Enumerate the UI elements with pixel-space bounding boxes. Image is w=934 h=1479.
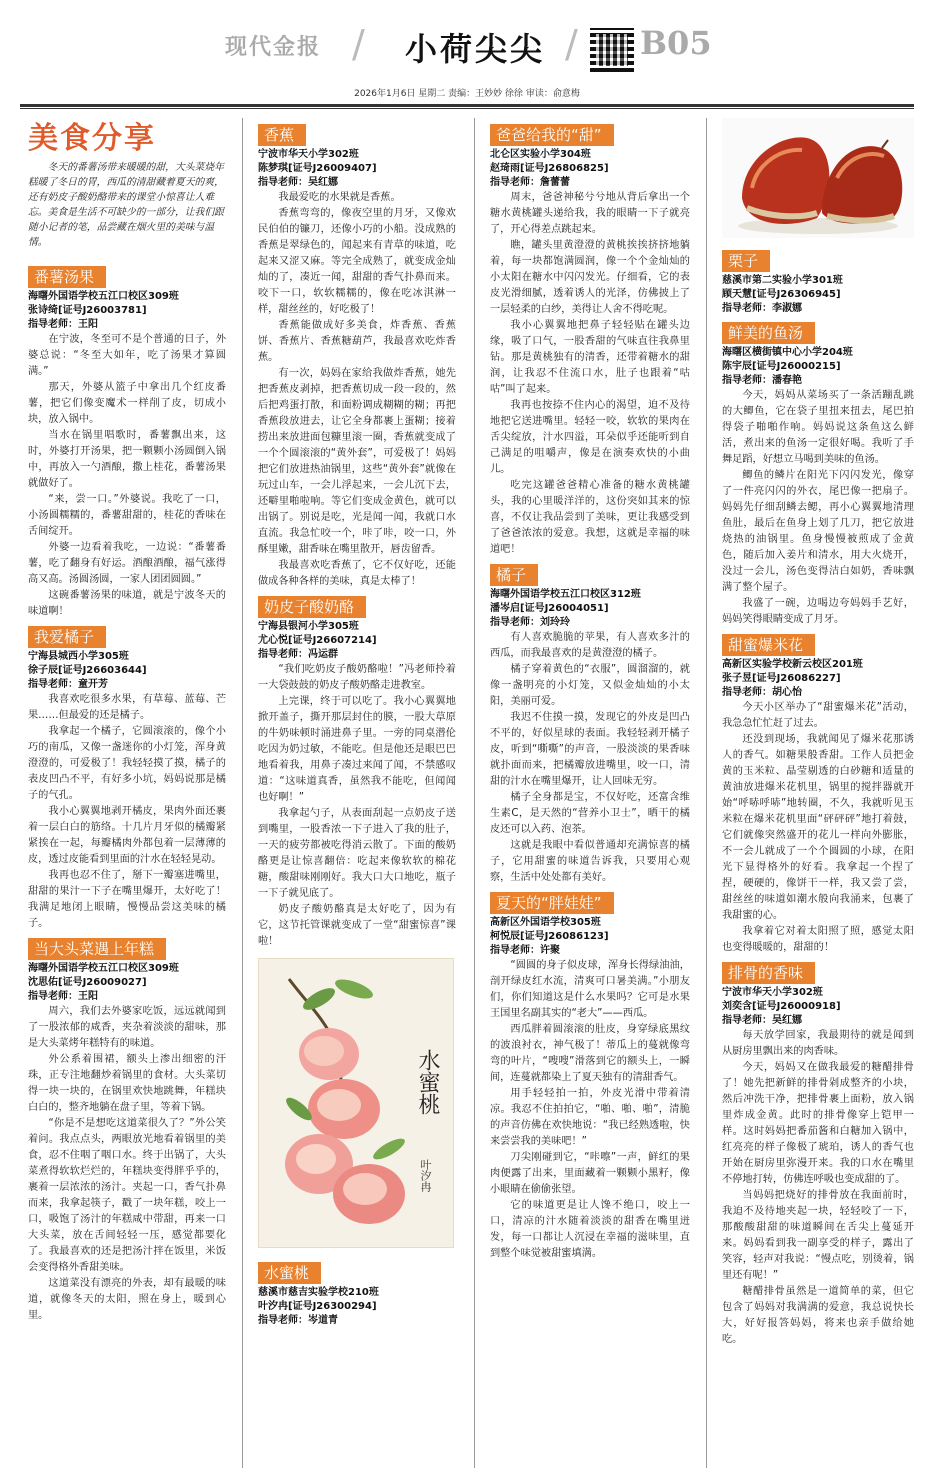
article [722, 956, 914, 1348]
article-paragraph: 瞧，罐头里黄澄澄的黄桃挨挨挤挤地躺着，每一块都饱满圆润，像一个个金灿灿的小太阳在糖水中闪闪发光。仔细看，它的表皮光滑细腻，透着诱人的光泽，仿佛披上了一层轻柔的白纱，美得让人舍不得吃呢。 [490, 240, 690, 315]
masthead-divider: / [352, 22, 365, 66]
article-author: 柯悦辰[证号J26086123] [490, 931, 609, 942]
article [490, 118, 690, 558]
article-title: 番薯汤果 [28, 266, 106, 288]
section-title: 小荷尖尖 [405, 30, 546, 68]
article-teacher: 指导老师：王阳 [28, 991, 98, 1002]
article-paragraph: 今天，妈妈又在做我最爱的糖醋排骨了！她先把新鲜的排骨剁成整齐的小块，然后冲洗干净，把排骨裹上面粉，放入锅里炸成金黄。此时的排骨像穿上铠甲一样。这时妈妈把番茄酱和白糖加入锅中，红亮亮的样子像极了琥珀，诱人的香气也开始在厨房里弥漫开来。我的口水在嘴里不停地打转，仿佛连呼吸也变成甜的了。 [722, 1062, 914, 1185]
article-paragraph: 上完课，终于可以吃了。我小心翼翼地掀开盖子，撕开那层封住的膜，一股大草原的牛奶味顿时涌进鼻子里。一旁的同桌潜伦吃因为奶过敏，不能吃。但是他还是眼巴巴地看着我，用鼻子凑过来闻了闻，不禁感叹道：“这味道真香，虽然我不能吃，但闻闻也好啊！” [258, 696, 456, 803]
article-author: 陈宇辰[证号J26000215] [722, 361, 841, 372]
article-teacher: 指导老师：李淑娜 [722, 303, 802, 314]
article-paragraph: 我拿起勺子，从表面刮起一点奶皮子送到嘴里，一股香浓一下子进入了我的肚子，一天的疲劳都被吃得消云散了。下面的酸奶酪更是让惊喜翻倍：吃起来像软软的棉花糖，酸甜味刚刚好。我大口大口地吃，瓶子一下子就见底了。 [258, 808, 456, 899]
peach-painting [258, 958, 454, 1248]
article-paragraph: 这就是我眼中看似普通却充满惊喜的橘子，它用甜蜜的味道告诉我，只要用心观察，生活中处处都有美好。 [490, 840, 690, 883]
article-paragraph: 这碗番薯汤果的味道，就是宁波冬天的味道啊！ [28, 590, 226, 617]
article [722, 316, 914, 628]
article-school: 海曙外国语学校五江口校区312班 [490, 589, 641, 600]
article-paragraph: 周六，我们去外婆家吃饭，远远就闻到了一股浓郁的咸香，夹杂着淡淡的甜味，那是大头菜烤年糕特有的味道。 [28, 1006, 226, 1049]
article-school: 高新区实验学校新云校区201班 [722, 659, 863, 670]
article [490, 558, 690, 886]
article-author: 叶汐冉[证号J26300294] [258, 1301, 377, 1312]
column-divider [242, 118, 243, 1468]
newspaper-name: 现代金报 [225, 35, 322, 60]
article [28, 932, 226, 1324]
article [490, 886, 690, 1262]
article-paragraph: “圆圆的身子似皮球，浑身长得绿油油，剖开绿皮红水流，清爽可口暑美满。”小朋友们，你们知道这是什么水果吗？它可是水果王国里名副其实的“老大”——西瓜。 [490, 960, 690, 1019]
article-paragraph: 我再也忍不住了，掰下一瓣塞进嘴里，甜甜的果汁一下子在嘴里爆开，太好吃了！我满足地闭上眼睛，慢慢品尝这美味的橘子。 [28, 870, 226, 929]
article-title: 鲜美的鱼汤 [722, 322, 815, 344]
article-teacher: 指导老师：潘春艳 [722, 375, 802, 386]
article-paragraph: 在宁波，冬至可不是个普通的日子，外婆总说：“冬至大如年，吃了汤果才算圆满。” [28, 334, 226, 377]
article-paragraph: 糖醋排骨虽然是一道简单的菜，但它包含了妈妈对我满满的爱意，我总说快长大，好好报答妈妈，将来也亲手做给她吃。 [722, 1286, 914, 1345]
article-author: 陈梦琪[证号J26009407] [258, 163, 377, 174]
page-number: B05 [640, 24, 712, 62]
article-title: 香蕉 [258, 124, 306, 146]
article-paragraph: 我拿起一个橘子，它圆滚滚的，像个小巧的南瓜，又像一盏迷你的小灯笼，浑身黄澄澄的，可爱极了！我轻轻摸了摸，橘子的表皮凹凸不平，有好多小坑，妈妈说那是橘子的气孔。 [28, 726, 226, 801]
article-paragraph: 我盛了一碗，边喝边夸妈妈手艺好，妈妈笑得眼睛变成了月牙。 [722, 598, 914, 625]
article-paragraph: 这道菜没有漂亮的外表，却有最暖的味道，就像冬天的太阳，照在身上，暖到心里。 [28, 1278, 226, 1321]
article-teacher: 指导老师：詹蕾蕾 [490, 177, 570, 188]
article-paragraph: 有一次，妈妈在家给我做炸香蕉，她先把香蕉皮剥掉，把香蕉切成一段一段的，然后把鸡蛋打散，和面粉调成糊糊的糊；再把香蕉段放进去，让它全身都裹上蛋糊；接着捞出来放进面包糠里滚一圈，香蕉就变成了一个个圆滚滚的“黄外套”，可爱极了！妈妈把它们放进热油锅里，这些“黄外套”就像在玩过山车，一会儿浮起来，一会儿沉下去，还噼里啪啦响。等它们变成金黄色，就可以出锅了。别说是吃，光是闻一闻，我就口水直流。我急忙咬一个，咔了咔，咬一口，外酥里嫩，甜香味在嘴里散开，唇齿留香。 [258, 368, 456, 555]
article-paragraph: 刀尖刚碰到它，“咔嚓”一声，鲜红的果肉便露了出来，里面藏着一颗颗小黑籽，像小眼睛在偷偷张望。 [490, 1152, 690, 1195]
article-paragraph: 橘子全身都是宝，不仅好吃，还富含维生素C，是天然的“营养小卫士”，晒干的橘皮还可以入药、泡茶。 [490, 792, 690, 835]
article [28, 620, 226, 932]
article-author: 徐子辰[证号J26603644] [28, 665, 147, 676]
article-teacher: 指导老师：许聚 [490, 945, 560, 956]
article-school: 高新区外国语学校305班 [490, 917, 601, 928]
article-teacher: 指导老师：王阳 [28, 319, 98, 330]
article-title: 我爱橘子 [28, 626, 106, 648]
article-title: 栗子 [722, 250, 770, 272]
article-paragraph: 吃完这罐爸爸精心准备的糖水黄桃罐头，我的心里暖洋洋的，这份突如其来的惊喜，不仅让我品尝到了美味，更让我感受到了爸爸浓浓的爱意。我想，这就是幸福的味道吧！ [490, 480, 690, 555]
feature-title: 美食分享 [28, 121, 156, 156]
article [28, 260, 226, 620]
article-paragraph: “来，尝一口。”外婆说。我吃了一口，小汤圆糯糯的，番薯甜甜的，桂花的香味在舌间绽开。 [28, 494, 226, 537]
article-paragraph: 香蕉弯弯的，像夜空里的月牙，又像欢民伯伯的镰刀，还像小巧的小船。没成熟的香蕉是翠绿色的，闻起来有青草的味道，吃起来又涩又麻。等完全成熟了，就变成金灿灿的了，凑近一闻，甜甜的香气扑鼻而来。咬下一口，软软糯糯的，像在吃冰淇淋一样，甜丝丝的，好吃极了！ [258, 208, 456, 315]
article-school: 宁海县城西小学305班 [28, 651, 129, 662]
article-paragraph: 我最爱吃的水果就是香蕉。 [278, 192, 401, 203]
article-paragraph: 西瓜胖着圆滚滚的肚皮，身穿绿底黑纹的波浪衬衣，神气极了！蒂瓜上的蔓就像弯弯的叶片，“嗖嗖”滑落到它的额头上，一瞬间，连蔓就都染上了夏天独有的清甜香气。 [490, 1024, 690, 1083]
article-paragraph: 周末，爸爸神秘兮兮地从背后拿出一个糖水黄桃罐头递给我，我的眼睛一下子就亮了，开心得差点跳起来。 [490, 192, 690, 235]
article-school: 海曙区横街镇中心小学204班 [722, 347, 853, 358]
article-teacher: 指导老师：刘玲玲 [490, 617, 570, 628]
article-paragraph: 还没到现场，我就闻见了爆米花那诱人的香气。如糖果般香甜。工作人员把金黄的玉米粒、晶莹剔透的白砂糖和适量的黄油放进爆米花机里，锅里的搅拌器就开始“呼哧呼哧”地转圈，不久，我就听见玉米粒在爆米花机里面“砰砰砰”地打着鼓，它们就像突然盛开的花儿一样向外膨胀，不一会儿就成了一个个圆圆的小球，在阳光下显得格外的好看。我拿起一个捏了捏，硬硬的，像饼干一样，我又尝了尝，甜丝丝的味道如潮水般向我涌来，包裹了我甜蜜的心。 [722, 734, 914, 921]
article-author: 顾天慧[证号J26306945] [722, 289, 841, 300]
article [258, 118, 456, 590]
article-title: 橘子 [490, 564, 538, 586]
chestnut-drawing [722, 118, 914, 238]
article-paragraph: 我小心翼翼地剥开橘皮，果肉外面还裹着一层白白的筋络。十几片月牙似的橘瓣紧紧挨在一起，每瓣橘肉外都包着一层薄薄的皮，透过皮能看到里面的汁水在轻轻晃动。 [28, 806, 226, 865]
article-paragraph: 外婆一边看着我吃，一边说：“番薯番薯，吃了翻身有好运。酒酿酒酿，福气涨得高又高。汤圆汤圆，一家人团团圆圆。” [28, 542, 226, 585]
article-title: 甜蜜爆米花 [722, 634, 815, 656]
article-paragraph: 橘子穿着黄色的“衣服”，圆溜溜的，就像一盏明亮的小灯笼，又似金灿灿的小太阳，美丽可爱。 [490, 664, 690, 707]
article-school: 海曙外国语学校五江口校区309班 [28, 963, 179, 974]
article-teacher: 指导老师：胡心怡 [722, 687, 802, 698]
article-school: 慈溪市第二实验小学301班 [722, 275, 843, 286]
article-paragraph: 当妈妈把烧好的排骨放在我面前时，我迫不及待地夹起一块，轻轻咬了一下，那酸酸甜甜的味道瞬间在舌尖上蔓延开来。妈妈看到我一副享受的样子，露出了笑容，轻声对我说：“慢点吃，别烫着，锅里还有呢！” [722, 1190, 914, 1281]
article-title: 当大头菜遇上年糕 [28, 938, 166, 960]
chestnut-painting [722, 118, 914, 238]
article-author: 刘奕含[证号J26000918] [722, 1001, 841, 1012]
article-paragraph: 鲫鱼的鳞片在阳光下闪闪发光，像穿了一件亮闪闪的外衣，尾巴像一把扇子。妈妈先仔细刮鳞去鳃，再小心翼翼地清理鱼肚，最后在鱼身上划了几刀，把它放进烧热的油锅里。鱼身慢慢被煎成了金黄色，随后加入姜片和清水，用大火烧开，没过一会儿，汤色变得洁白如奶，香味飘满了整个屋子。 [722, 470, 914, 593]
article-title: 爸爸给我的“甜” [490, 124, 614, 146]
article-title: 排骨的香味 [722, 962, 815, 984]
article-teacher: 指导老师：吴红娜 [722, 1015, 802, 1026]
column-divider [706, 118, 707, 1468]
article-teacher: 指导老师：童开芳 [28, 679, 108, 690]
article-paragraph: 奶皮子酸奶酪真是太好吃了，因为有它，这节托管课就变成了一堂“甜蜜惊喜”课啦！ [258, 904, 456, 947]
article-paragraph: 香蕉能做成好多美食，炸香蕉、香蕉饼、香蕉片、香蕉糖葫芦，我最喜欢吃炸香蕉。 [258, 320, 456, 363]
article-paragraph: “你是不是想吃这道菜很久了？”外公笑着问。我点点头，两眼放光地看着锅里的美食，忍不住咽了咽口水。终于出锅了，大头菜煮得软软烂烂的，年糕块变得胖乎乎的，裹着一层浓浓的汤汁。夹起一口，香气扑鼻而来，我拿起筷子，戳了一块年糕，咬上一口，吸饱了汤汁的年糕咸中带甜，再来一口大头菜，放在舌间轻轻一压，感觉都要化了。我最喜欢的还是把汤汁拌在饭里，米饭会变得格外香甜美味。 [28, 1118, 226, 1273]
article-author: 赵琦雨[证号J26806825] [490, 163, 609, 174]
article-paragraph: 外公系着围裙，额头上渗出细密的汗珠，正专注地翻炒着锅里的食材。大头菜切得一块一块的，在锅里欢快地跳舞，年糕块白白的，整齐地躺在盘子里，等着下锅。 [28, 1054, 226, 1113]
article-school: 海曙外国语学校五江口校区309班 [28, 291, 179, 302]
column-2 [258, 118, 456, 1328]
article-paragraph: 我拿着它对着太阳照了照，感觉太阳也变得暖暖的，甜甜的！ [722, 926, 914, 953]
column-4 [722, 118, 914, 1348]
column-divider [474, 118, 475, 1468]
article-paragraph: 当水在锅里唱歌时，番薯飘出来，这时，外婆打开汤果，把一颗颗小汤圆倒入锅中，再放入一勺酒酿，撒上桂花，番薯汤果就做好了。 [28, 430, 226, 489]
article-teacher: 指导老师：吴红娜 [258, 177, 338, 188]
article [722, 244, 914, 316]
article [258, 1256, 456, 1328]
article-paragraph: 今天小区举办了“甜蜜爆米花”活动，我急急忙忙赶了过去。 [722, 702, 914, 729]
article-school: 宁波市华天小学302班 [258, 149, 359, 160]
article-paragraph: 那天，外婆从篮子中拿出几个红皮番薯，把它们像变魔术一样削了皮，切成小块，放入锅中。 [28, 382, 226, 425]
qr-code-icon[interactable] [590, 28, 634, 72]
painting-signature: 叶汐冉 [419, 1159, 432, 1192]
article-author: 沈思佑[证号J26009027] [28, 977, 147, 988]
article-teacher: 指导老师：岑道青 [258, 1315, 338, 1326]
article-paragraph: 我再也按捺不住内心的渴望，迫不及待地把它送进嘴里。轻轻一咬，软软的果肉在舌尖绽放，汁水四溢，耳朵似乎还能听到自己满足的咀嚼声，像是在演奏欢快的小曲儿。 [490, 400, 690, 475]
article-paragraph: 我喜欢吃很多水果，有草莓、蓝莓、芒果……但最爱的还是橘子。 [28, 694, 226, 721]
article-title: 水蜜桃 [258, 1262, 321, 1284]
article-school: 慈溪市慈吉实验学校210班 [258, 1287, 379, 1298]
article-title: 夏天的“胖娃娃” [490, 892, 614, 914]
divider [20, 108, 914, 109]
article-title: 奶皮子酸奶酪 [258, 596, 366, 618]
article-paragraph: 我最喜欢吃香蕉了，它不仅好吃，还能做成各种各样的美味，真是太棒了！ [258, 560, 456, 587]
article-paragraph: “我们吃奶皮子酸奶酪啦！”冯老师拎着一大袋鼓鼓的奶皮子酸奶酪走进教室。 [258, 664, 456, 691]
article-paragraph: 今天，妈妈从菜场买了一条活蹦乱跳的大鲫鱼，它在袋子里扭来扭去，尾巴拍得袋子啪啪作响。妈妈说这条鱼这么鲜活，煮出来的鱼汤一定很好喝。我听了手舞足蹈，好想立马喝到美味的鱼汤。 [722, 390, 914, 465]
masthead-divider: / [565, 22, 578, 66]
article [258, 590, 456, 950]
column-3 [490, 118, 690, 1262]
article [722, 628, 914, 956]
article-author: 尤心悦[证号J26607214] [258, 635, 377, 646]
article-paragraph: 它的味道更是让人馋不绝口，咬上一口，清凉的汁水随着淡淡的甜香在嘴里迸发，每一口都让人沉浸在幸福的滋味里，直到整个味觉被甜蜜填满。 [490, 1200, 690, 1259]
article-author: 张诗绮[证号J26003781] [28, 305, 147, 316]
column-1 [28, 118, 226, 1324]
article-paragraph: 我迟不住摸一摸，发现它的外皮是凹凸不平的，好似星球的表面。我轻轻剥开橘子皮，听到“嘶嘶”的声音，一股淡淡的果香味就扑面而来，把橘瓣放进嘴里，咬一口，清甜的汁水在嘴里爆开，让人回味无穷。 [490, 712, 690, 787]
article-school: 宁海县银河小学305班 [258, 621, 359, 632]
divider [20, 104, 914, 107]
article-paragraph: 用手轻轻拍一拍，外皮光滑中带着清凉。我忍不住拍拍它，“啪、啪、啪”，清脆的声音仿佛在欢快地说：“我已经熟透啦，快来尝尝我的美味吧！” [490, 1088, 690, 1147]
dateline: 2026年1月6日 星期二 责编：王妙妙 徐徐 审读：俞意梅 [354, 89, 580, 99]
article-school: 北仑区实验小学304班 [490, 149, 591, 160]
article-paragraph: 有人喜欢脆脆的苹果，有人喜欢多汁的西瓜，而我最喜欢的是黄澄澄的橘子。 [490, 632, 690, 659]
feature-intro: 冬天的番薯汤带来暖暖的甜，大头菜烧年糕暖了冬日的胃，西瓜的清甜藏着夏天的爽，还有奶皮子酸奶酪带来的课堂小惊喜让人难忘。美食是生活不可缺少的一部分，让我们跟随小记者的笔，品尝藏在烟火里的美味与温情。 [28, 162, 224, 248]
article-school: 宁波市华天小学302班 [722, 987, 823, 998]
article-teacher: 指导老师：冯运群 [258, 649, 338, 660]
article-author: 潘岑启[证号J26004051] [490, 603, 609, 614]
article-author: 张子昱[证号J26086227] [722, 673, 841, 684]
masthead [0, 0, 934, 90]
painting-title: 水蜜桃 [415, 1049, 440, 1115]
article-paragraph: 我小心翼翼地把鼻子轻轻贴在罐头边缘，吸了口气，一股香甜的气味直往我鼻里钻。那是黄桃独有的清香，还带着糖水的甜润，让我忍不住流口水，肚子也跟着“咕咕”叫了起来。 [490, 320, 690, 395]
article-paragraph: 每天放学回家，我最期待的就是闻到从厨房里飘出来的肉香味。 [722, 1030, 914, 1057]
